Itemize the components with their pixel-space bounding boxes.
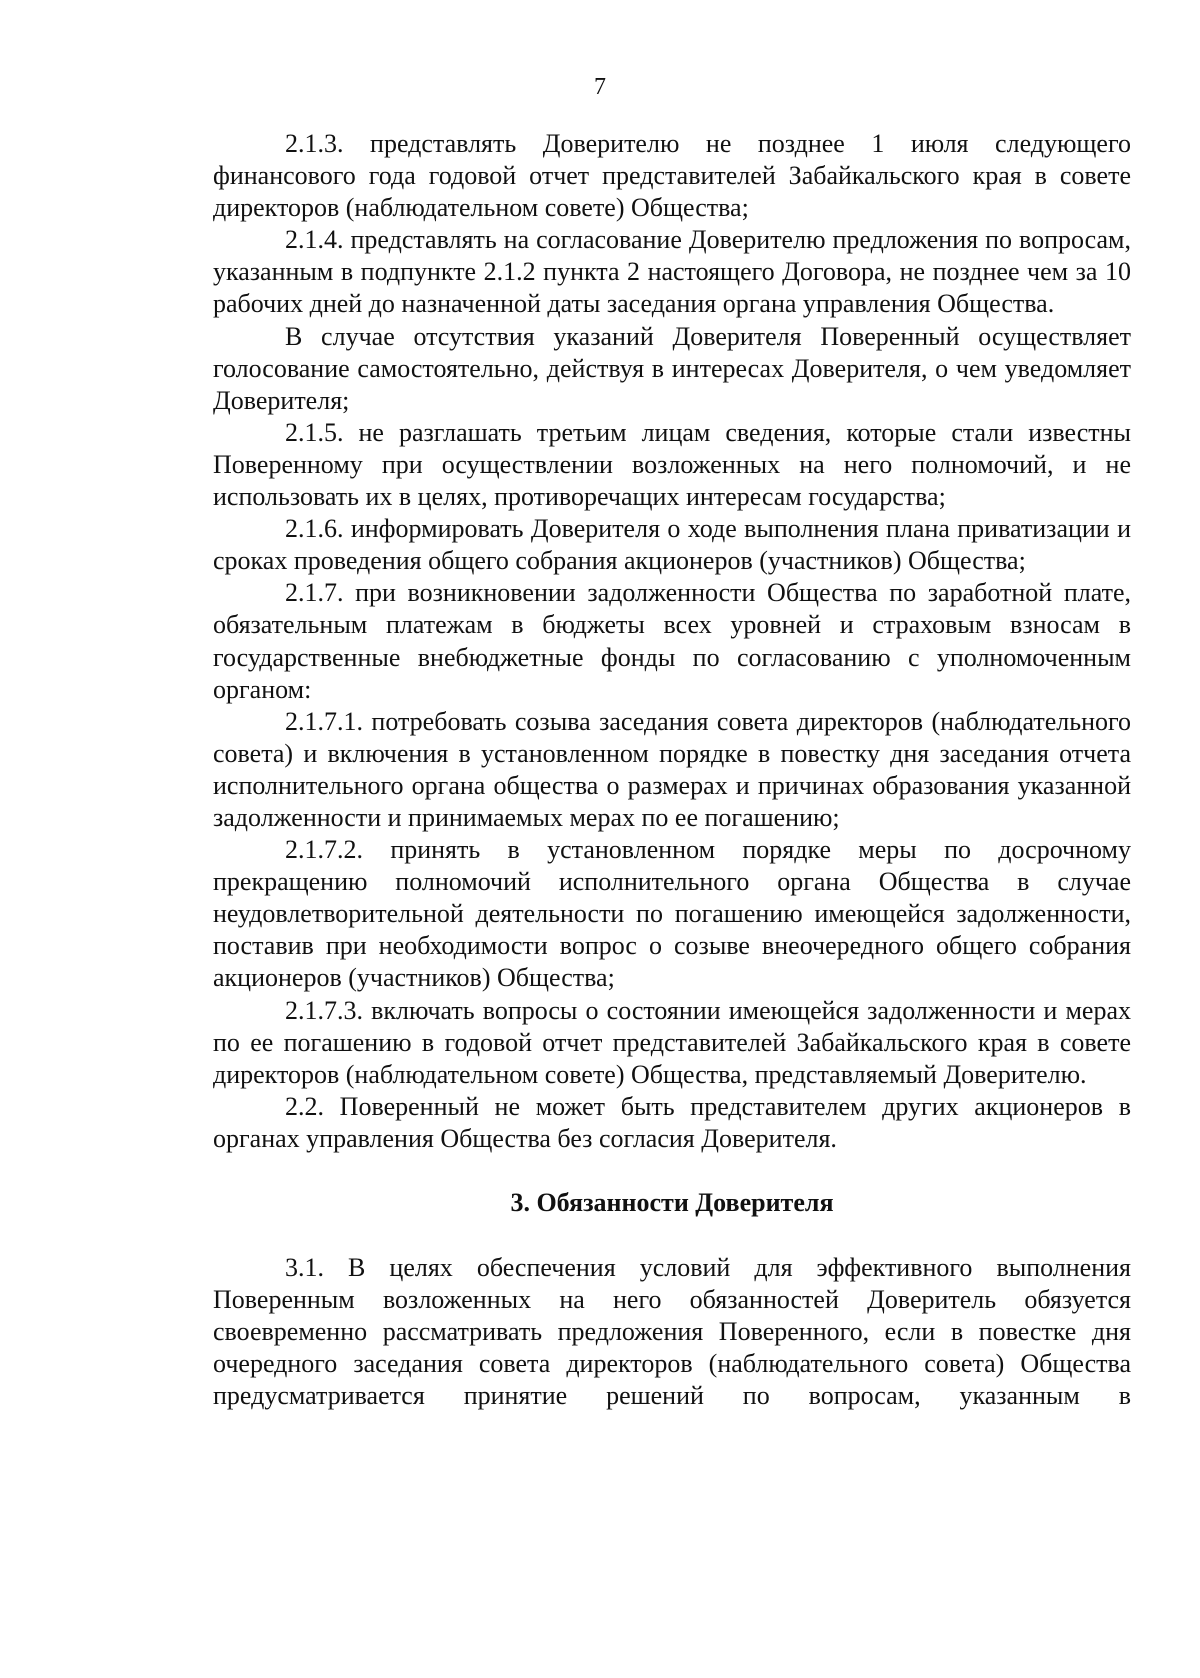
paragraph-3-1: 3.1. В целях обеспечения условий для эффективного выполнения Поверенным возложенных на него обязанностей Доверитель обязуется своевременно рассматривать предложения Поверенного, если в повестке дня очередного заседания совета директоров (наблюдательного совета) Общества предусматривается принятие решений по вопросам, указанным в [213, 1253, 1131, 1411]
paragraph-2-1-7-2: 2.1.7.2. принять в установленном порядке меры по досрочному прекращению полномочий исполнительного органа Общества в случае неудовлетворительной деятельности по погашению имеющейся задолженности, поставив при необходимости вопрос о созыве внеочередного общего собрания акционеров (участников) Общества; [213, 835, 1131, 993]
paragraph-absence-of-instructions: В случае отсутствия указаний Доверителя Поверенный осуществляет голосование самостоятельно, действуя в интересах Доверителя, о чем уведомляет Доверителя; [213, 321, 1131, 415]
page-number: 7 [594, 74, 606, 100]
paragraph-2-1-7-3: 2.1.7.3. включать вопросы о состоянии имеющейся задолженности и мерах по ее погашению в годовой отчет представителей Забайкальского края в совете директоров (наблюдательном совете) Общества, представляемый Доверителю. [213, 995, 1131, 1089]
paragraph-2-1-6: 2.1.6. информировать Доверителя о ходе выполнения плана приватизации и сроках проведения общего собрания акционеров (участников) Общества; [213, 514, 1131, 576]
spacer [213, 1155, 1131, 1187]
section-heading: 3. Обязанности Доверителя [510, 1188, 834, 1217]
paragraph-2-2: 2.2. Поверенный не может быть представителем других акционеров в органах управления Общества без согласия Доверителя. [213, 1091, 1131, 1153]
paragraph-2-1-3: 2.1.3. представлять Доверителю не позднее 1 июля следующего финансового года годовой отчет представителей Забайкальского края в совете директоров (наблюдательном совете) Общества; [213, 129, 1131, 223]
paragraph-2-1-4: 2.1.4. представлять на согласование Доверителю предложения по вопросам, указанным в подпункте 2.1.2 пункта 2 настоящего Договора, не позднее чем за 10 рабочих дней до назначенной даты заседания органа управления Общества. [213, 225, 1131, 319]
paragraph-2-1-7: 2.1.7. при возникновении задолженности Общества по заработной плате, обязательным платежам в бюджеты всех уровней и страховым взносам в государственные внебюджетные фонды по согласованию с уполномоченным органом: [213, 578, 1131, 704]
spacer [213, 1219, 1131, 1252]
document-body [213, 128, 1131, 1412]
paragraph-2-1-7-1: 2.1.7.1. потребовать созыва заседания совета директоров (наблюдательного совета) и включения в установленном порядке в повестку дня заседания отчета исполнительного органа общества о размерах и причинах образования указанной задолженности и принимаемых мерах по ее погашению; [213, 706, 1131, 832]
paragraph-2-1-5: 2.1.5. не разглашать третьим лицам сведения, которые стали известны Поверенному при осуществлении возложенных на него полномочий, и не использовать их в целях, противоречащих интересам государства; [213, 417, 1131, 512]
